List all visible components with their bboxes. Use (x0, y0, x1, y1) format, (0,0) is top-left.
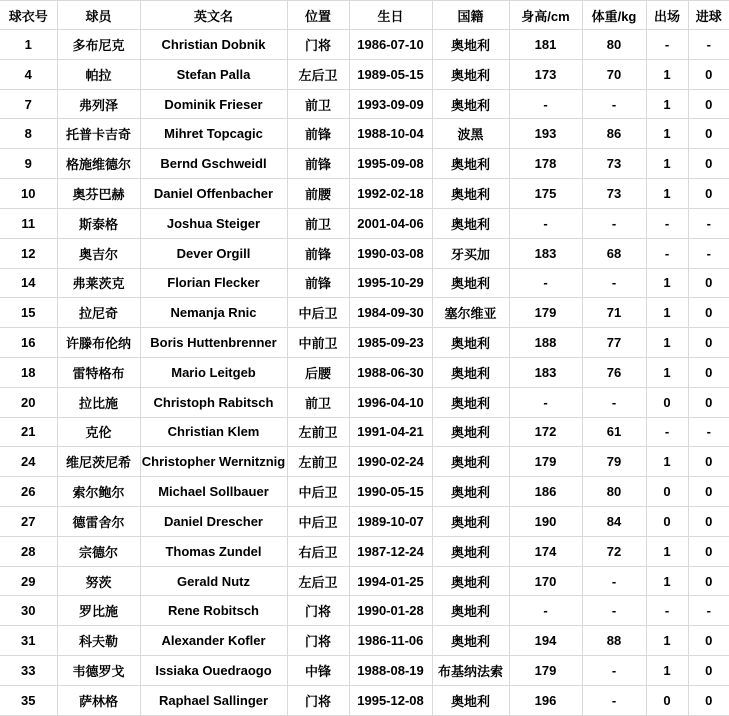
cell-appearances: - (646, 417, 688, 447)
cell-goals: 0 (688, 149, 729, 179)
cell-goals: 0 (688, 477, 729, 507)
cell-english-name: Dominik Frieser (140, 89, 287, 119)
cell-nationality: 奥地利 (432, 328, 509, 358)
cell-weight: 84 (582, 507, 646, 537)
table-row (0, 268, 729, 298)
cell-goals: 0 (688, 328, 729, 358)
cell-height: 179 (509, 298, 582, 328)
cell-weight: 80 (582, 477, 646, 507)
cell-player-name: 萨林格 (57, 685, 140, 715)
table-row (0, 507, 729, 537)
cell-jersey-number: 10 (0, 179, 57, 209)
cell-position: 前锋 (287, 149, 349, 179)
table-row (0, 30, 729, 60)
cell-height: - (509, 89, 582, 119)
cell-jersey-number: 14 (0, 268, 57, 298)
cell-position: 前卫 (287, 208, 349, 238)
cell-weight: 79 (582, 447, 646, 477)
cell-appearances: 1 (646, 626, 688, 656)
cell-goals: 0 (688, 447, 729, 477)
cell-appearances: - (646, 208, 688, 238)
table-row (0, 208, 729, 238)
cell-position: 左前卫 (287, 447, 349, 477)
cell-weight: - (582, 566, 646, 596)
cell-birthday: 1986-07-10 (349, 30, 432, 60)
cell-position: 后腰 (287, 357, 349, 387)
cell-player-name: 德雷舍尔 (57, 507, 140, 537)
cell-goals: 0 (688, 268, 729, 298)
cell-jersey-number: 29 (0, 566, 57, 596)
table-row (0, 387, 729, 417)
cell-birthday: 1995-10-29 (349, 268, 432, 298)
cell-birthday: 1990-05-15 (349, 477, 432, 507)
cell-english-name: Daniel Offenbacher (140, 179, 287, 209)
cell-goals: 0 (688, 298, 729, 328)
cell-nationality: 奥地利 (432, 507, 509, 537)
cell-goals: 0 (688, 89, 729, 119)
cell-goals: 0 (688, 59, 729, 89)
cell-height: 172 (509, 417, 582, 447)
table-row (0, 149, 729, 179)
cell-weight: 88 (582, 626, 646, 656)
cell-jersey-number: 30 (0, 596, 57, 626)
cell-birthday: 1985-09-23 (349, 328, 432, 358)
cell-jersey-number: 11 (0, 208, 57, 238)
cell-position: 前锋 (287, 119, 349, 149)
cell-player-name: 宗德尔 (57, 536, 140, 566)
cell-english-name: Stefan Palla (140, 59, 287, 89)
cell-player-name: 多布尼克 (57, 30, 140, 60)
cell-appearances: 1 (646, 149, 688, 179)
cell-player-name: 弗莱茨克 (57, 268, 140, 298)
cell-goals: 0 (688, 387, 729, 417)
cell-appearances: 1 (646, 89, 688, 119)
cell-appearances: 1 (646, 298, 688, 328)
cell-height: 178 (509, 149, 582, 179)
cell-height: 190 (509, 507, 582, 537)
cell-jersey-number: 16 (0, 328, 57, 358)
table-row (0, 626, 729, 656)
cell-height: 183 (509, 357, 582, 387)
cell-english-name: Christian Klem (140, 417, 287, 447)
cell-english-name: Mario Leitgeb (140, 357, 287, 387)
cell-player-name: 拉比施 (57, 387, 140, 417)
cell-position: 中后卫 (287, 507, 349, 537)
cell-appearances: 1 (646, 328, 688, 358)
cell-birthday: 1986-11-06 (349, 626, 432, 656)
table-row (0, 89, 729, 119)
cell-position: 前腰 (287, 179, 349, 209)
cell-jersey-number: 20 (0, 387, 57, 417)
cell-height: 179 (509, 656, 582, 686)
cell-weight: 80 (582, 30, 646, 60)
cell-position: 门将 (287, 30, 349, 60)
cell-appearances: - (646, 238, 688, 268)
cell-nationality: 布基纳法索 (432, 656, 509, 686)
cell-weight: 70 (582, 59, 646, 89)
cell-nationality: 奥地利 (432, 179, 509, 209)
cell-position: 左前卫 (287, 417, 349, 447)
cell-weight: 73 (582, 149, 646, 179)
table-row (0, 238, 729, 268)
cell-weight: 68 (582, 238, 646, 268)
table-row (0, 328, 729, 358)
cell-height: 181 (509, 30, 582, 60)
cell-position: 前锋 (287, 268, 349, 298)
cell-english-name: Bernd Gschweidl (140, 149, 287, 179)
cell-weight: - (582, 596, 646, 626)
cell-goals: - (688, 596, 729, 626)
table-row (0, 59, 729, 89)
cell-jersey-number: 31 (0, 626, 57, 656)
cell-jersey-number: 33 (0, 656, 57, 686)
cell-nationality: 塞尔维亚 (432, 298, 509, 328)
cell-english-name: Daniel Drescher (140, 507, 287, 537)
cell-player-name: 雷特格布 (57, 357, 140, 387)
cell-nationality: 奥地利 (432, 387, 509, 417)
cell-position: 左后卫 (287, 59, 349, 89)
table-row (0, 477, 729, 507)
cell-jersey-number: 24 (0, 447, 57, 477)
cell-nationality: 奥地利 (432, 447, 509, 477)
cell-height: 186 (509, 477, 582, 507)
cell-position: 门将 (287, 685, 349, 715)
cell-height: 170 (509, 566, 582, 596)
cell-birthday: 1988-10-04 (349, 119, 432, 149)
cell-weight: 77 (582, 328, 646, 358)
cell-weight: 86 (582, 119, 646, 149)
cell-appearances: - (646, 30, 688, 60)
cell-nationality: 奥地利 (432, 30, 509, 60)
cell-weight: - (582, 89, 646, 119)
table-row (0, 685, 729, 715)
cell-english-name: Christoph Rabitsch (140, 387, 287, 417)
cell-nationality: 奥地利 (432, 477, 509, 507)
cell-goals: - (688, 208, 729, 238)
cell-english-name: Florian Flecker (140, 268, 287, 298)
cell-goals: - (688, 30, 729, 60)
table-row (0, 357, 729, 387)
cell-height: 196 (509, 685, 582, 715)
cell-height: 175 (509, 179, 582, 209)
cell-player-name: 奥吉尔 (57, 238, 140, 268)
cell-english-name: Issiaka Ouedraogo (140, 656, 287, 686)
cell-birthday: 2001-04-06 (349, 208, 432, 238)
cell-goals: 0 (688, 119, 729, 149)
cell-english-name: Boris Huttenbrenner (140, 328, 287, 358)
cell-goals: 0 (688, 507, 729, 537)
cell-nationality: 奥地利 (432, 149, 509, 179)
cell-height: 188 (509, 328, 582, 358)
cell-appearances: 1 (646, 119, 688, 149)
header-cell-english-name: 英文名 (140, 1, 287, 30)
cell-weight: 61 (582, 417, 646, 447)
cell-appearances: - (646, 596, 688, 626)
cell-english-name: Rene Robitsch (140, 596, 287, 626)
header-cell-height: 身高/cm (509, 1, 582, 30)
cell-height: - (509, 596, 582, 626)
cell-birthday: 1995-09-08 (349, 149, 432, 179)
cell-nationality: 牙买加 (432, 238, 509, 268)
cell-birthday: 1990-01-28 (349, 596, 432, 626)
cell-birthday: 1991-04-21 (349, 417, 432, 447)
cell-position: 中锋 (287, 656, 349, 686)
header-cell-birthday: 生日 (349, 1, 432, 30)
cell-birthday: 1989-05-15 (349, 59, 432, 89)
cell-appearances: 1 (646, 447, 688, 477)
cell-weight: 71 (582, 298, 646, 328)
cell-nationality: 波黑 (432, 119, 509, 149)
cell-birthday: 1996-04-10 (349, 387, 432, 417)
cell-goals: 0 (688, 179, 729, 209)
cell-goals: 0 (688, 656, 729, 686)
cell-height: 179 (509, 447, 582, 477)
cell-jersey-number: 18 (0, 357, 57, 387)
cell-english-name: Thomas Zundel (140, 536, 287, 566)
cell-player-name: 弗列泽 (57, 89, 140, 119)
cell-weight: - (582, 656, 646, 686)
cell-birthday: 1994-01-25 (349, 566, 432, 596)
table-row (0, 447, 729, 477)
cell-position: 中后卫 (287, 477, 349, 507)
cell-birthday: 1984-09-30 (349, 298, 432, 328)
cell-player-name: 许滕布伦纳 (57, 328, 140, 358)
cell-height: 174 (509, 536, 582, 566)
cell-position: 门将 (287, 596, 349, 626)
cell-player-name: 托普卡吉奇 (57, 119, 140, 149)
cell-appearances: 0 (646, 685, 688, 715)
cell-birthday: 1989-10-07 (349, 507, 432, 537)
cell-appearances: 1 (646, 268, 688, 298)
cell-player-name: 索尔鲍尔 (57, 477, 140, 507)
header-cell-jersey-number: 球衣号 (0, 1, 57, 30)
cell-english-name: Joshua Steiger (140, 208, 287, 238)
cell-birthday: 1995-12-08 (349, 685, 432, 715)
cell-goals: - (688, 238, 729, 268)
cell-jersey-number: 21 (0, 417, 57, 447)
cell-player-name: 拉尼奇 (57, 298, 140, 328)
header-cell-appearances: 出场 (646, 1, 688, 30)
cell-goals: 0 (688, 685, 729, 715)
cell-jersey-number: 7 (0, 89, 57, 119)
cell-birthday: 1988-08-19 (349, 656, 432, 686)
cell-jersey-number: 4 (0, 59, 57, 89)
cell-weight: 73 (582, 179, 646, 209)
table-header-row (0, 1, 729, 30)
cell-appearances: 1 (646, 59, 688, 89)
cell-height: - (509, 208, 582, 238)
cell-english-name: Raphael Sallinger (140, 685, 287, 715)
cell-appearances: 1 (646, 536, 688, 566)
cell-birthday: 1990-03-08 (349, 238, 432, 268)
table-row (0, 119, 729, 149)
cell-height: - (509, 268, 582, 298)
cell-nationality: 奥地利 (432, 59, 509, 89)
cell-player-name: 努茨 (57, 566, 140, 596)
cell-birthday: 1988-06-30 (349, 357, 432, 387)
cell-nationality: 奥地利 (432, 596, 509, 626)
cell-player-name: 帕拉 (57, 59, 140, 89)
cell-weight: 76 (582, 357, 646, 387)
cell-birthday: 1992-02-18 (349, 179, 432, 209)
cell-appearances: 0 (646, 387, 688, 417)
cell-appearances: 1 (646, 357, 688, 387)
cell-player-name: 罗比施 (57, 596, 140, 626)
cell-nationality: 奥地利 (432, 89, 509, 119)
cell-goals: - (688, 417, 729, 447)
cell-height: - (509, 387, 582, 417)
cell-player-name: 斯泰格 (57, 208, 140, 238)
cell-height: 194 (509, 626, 582, 656)
cell-english-name: Christopher Wernitznig (140, 447, 287, 477)
table-row (0, 417, 729, 447)
cell-english-name: Michael Sollbauer (140, 477, 287, 507)
cell-goals: 0 (688, 566, 729, 596)
cell-nationality: 奥地利 (432, 357, 509, 387)
cell-weight: - (582, 387, 646, 417)
cell-jersey-number: 27 (0, 507, 57, 537)
cell-english-name: Mihret Topcagic (140, 119, 287, 149)
cell-english-name: Gerald Nutz (140, 566, 287, 596)
header-cell-goals: 进球 (688, 1, 729, 30)
table-row (0, 536, 729, 566)
cell-birthday: 1990-02-24 (349, 447, 432, 477)
cell-height: 173 (509, 59, 582, 89)
header-cell-nationality: 国籍 (432, 1, 509, 30)
cell-weight: - (582, 685, 646, 715)
table-row (0, 656, 729, 686)
cell-english-name: Alexander Kofler (140, 626, 287, 656)
header-cell-position: 位置 (287, 1, 349, 30)
cell-appearances: 0 (646, 507, 688, 537)
cell-appearances: 1 (646, 656, 688, 686)
cell-player-name: 科夫勒 (57, 626, 140, 656)
cell-nationality: 奥地利 (432, 536, 509, 566)
cell-nationality: 奥地利 (432, 417, 509, 447)
cell-jersey-number: 1 (0, 30, 57, 60)
cell-weight: - (582, 208, 646, 238)
cell-position: 门将 (287, 626, 349, 656)
cell-jersey-number: 9 (0, 149, 57, 179)
cell-nationality: 奥地利 (432, 566, 509, 596)
cell-appearances: 1 (646, 566, 688, 596)
cell-jersey-number: 26 (0, 477, 57, 507)
table-row (0, 179, 729, 209)
cell-jersey-number: 28 (0, 536, 57, 566)
cell-player-name: 格施维德尔 (57, 149, 140, 179)
cell-player-name: 维尼茨尼希 (57, 447, 140, 477)
cell-jersey-number: 12 (0, 238, 57, 268)
cell-height: 183 (509, 238, 582, 268)
cell-jersey-number: 8 (0, 119, 57, 149)
header-cell-weight: 体重/kg (582, 1, 646, 30)
table-row (0, 566, 729, 596)
header-cell-player-name: 球员 (57, 1, 140, 30)
cell-position: 前卫 (287, 387, 349, 417)
cell-nationality: 奥地利 (432, 268, 509, 298)
cell-position: 左后卫 (287, 566, 349, 596)
cell-english-name: Dever Orgill (140, 238, 287, 268)
cell-goals: 0 (688, 536, 729, 566)
cell-player-name: 奥芬巴赫 (57, 179, 140, 209)
cell-goals: 0 (688, 626, 729, 656)
cell-position: 中后卫 (287, 298, 349, 328)
table-row (0, 298, 729, 328)
cell-position: 前锋 (287, 238, 349, 268)
cell-nationality: 奥地利 (432, 208, 509, 238)
cell-english-name: Christian Dobnik (140, 30, 287, 60)
cell-appearances: 1 (646, 179, 688, 209)
cell-goals: 0 (688, 357, 729, 387)
cell-weight: - (582, 268, 646, 298)
cell-jersey-number: 15 (0, 298, 57, 328)
table-row (0, 596, 729, 626)
cell-nationality: 奥地利 (432, 626, 509, 656)
cell-weight: 72 (582, 536, 646, 566)
cell-position: 前卫 (287, 89, 349, 119)
cell-jersey-number: 35 (0, 685, 57, 715)
cell-birthday: 1993-09-09 (349, 89, 432, 119)
cell-appearances: 0 (646, 477, 688, 507)
cell-nationality: 奥地利 (432, 685, 509, 715)
cell-player-name: 克伦 (57, 417, 140, 447)
cell-position: 中前卫 (287, 328, 349, 358)
cell-english-name: Nemanja Rnic (140, 298, 287, 328)
cell-position: 右后卫 (287, 536, 349, 566)
cell-player-name: 韦德罗戈 (57, 656, 140, 686)
cell-height: 193 (509, 119, 582, 149)
cell-birthday: 1987-12-24 (349, 536, 432, 566)
